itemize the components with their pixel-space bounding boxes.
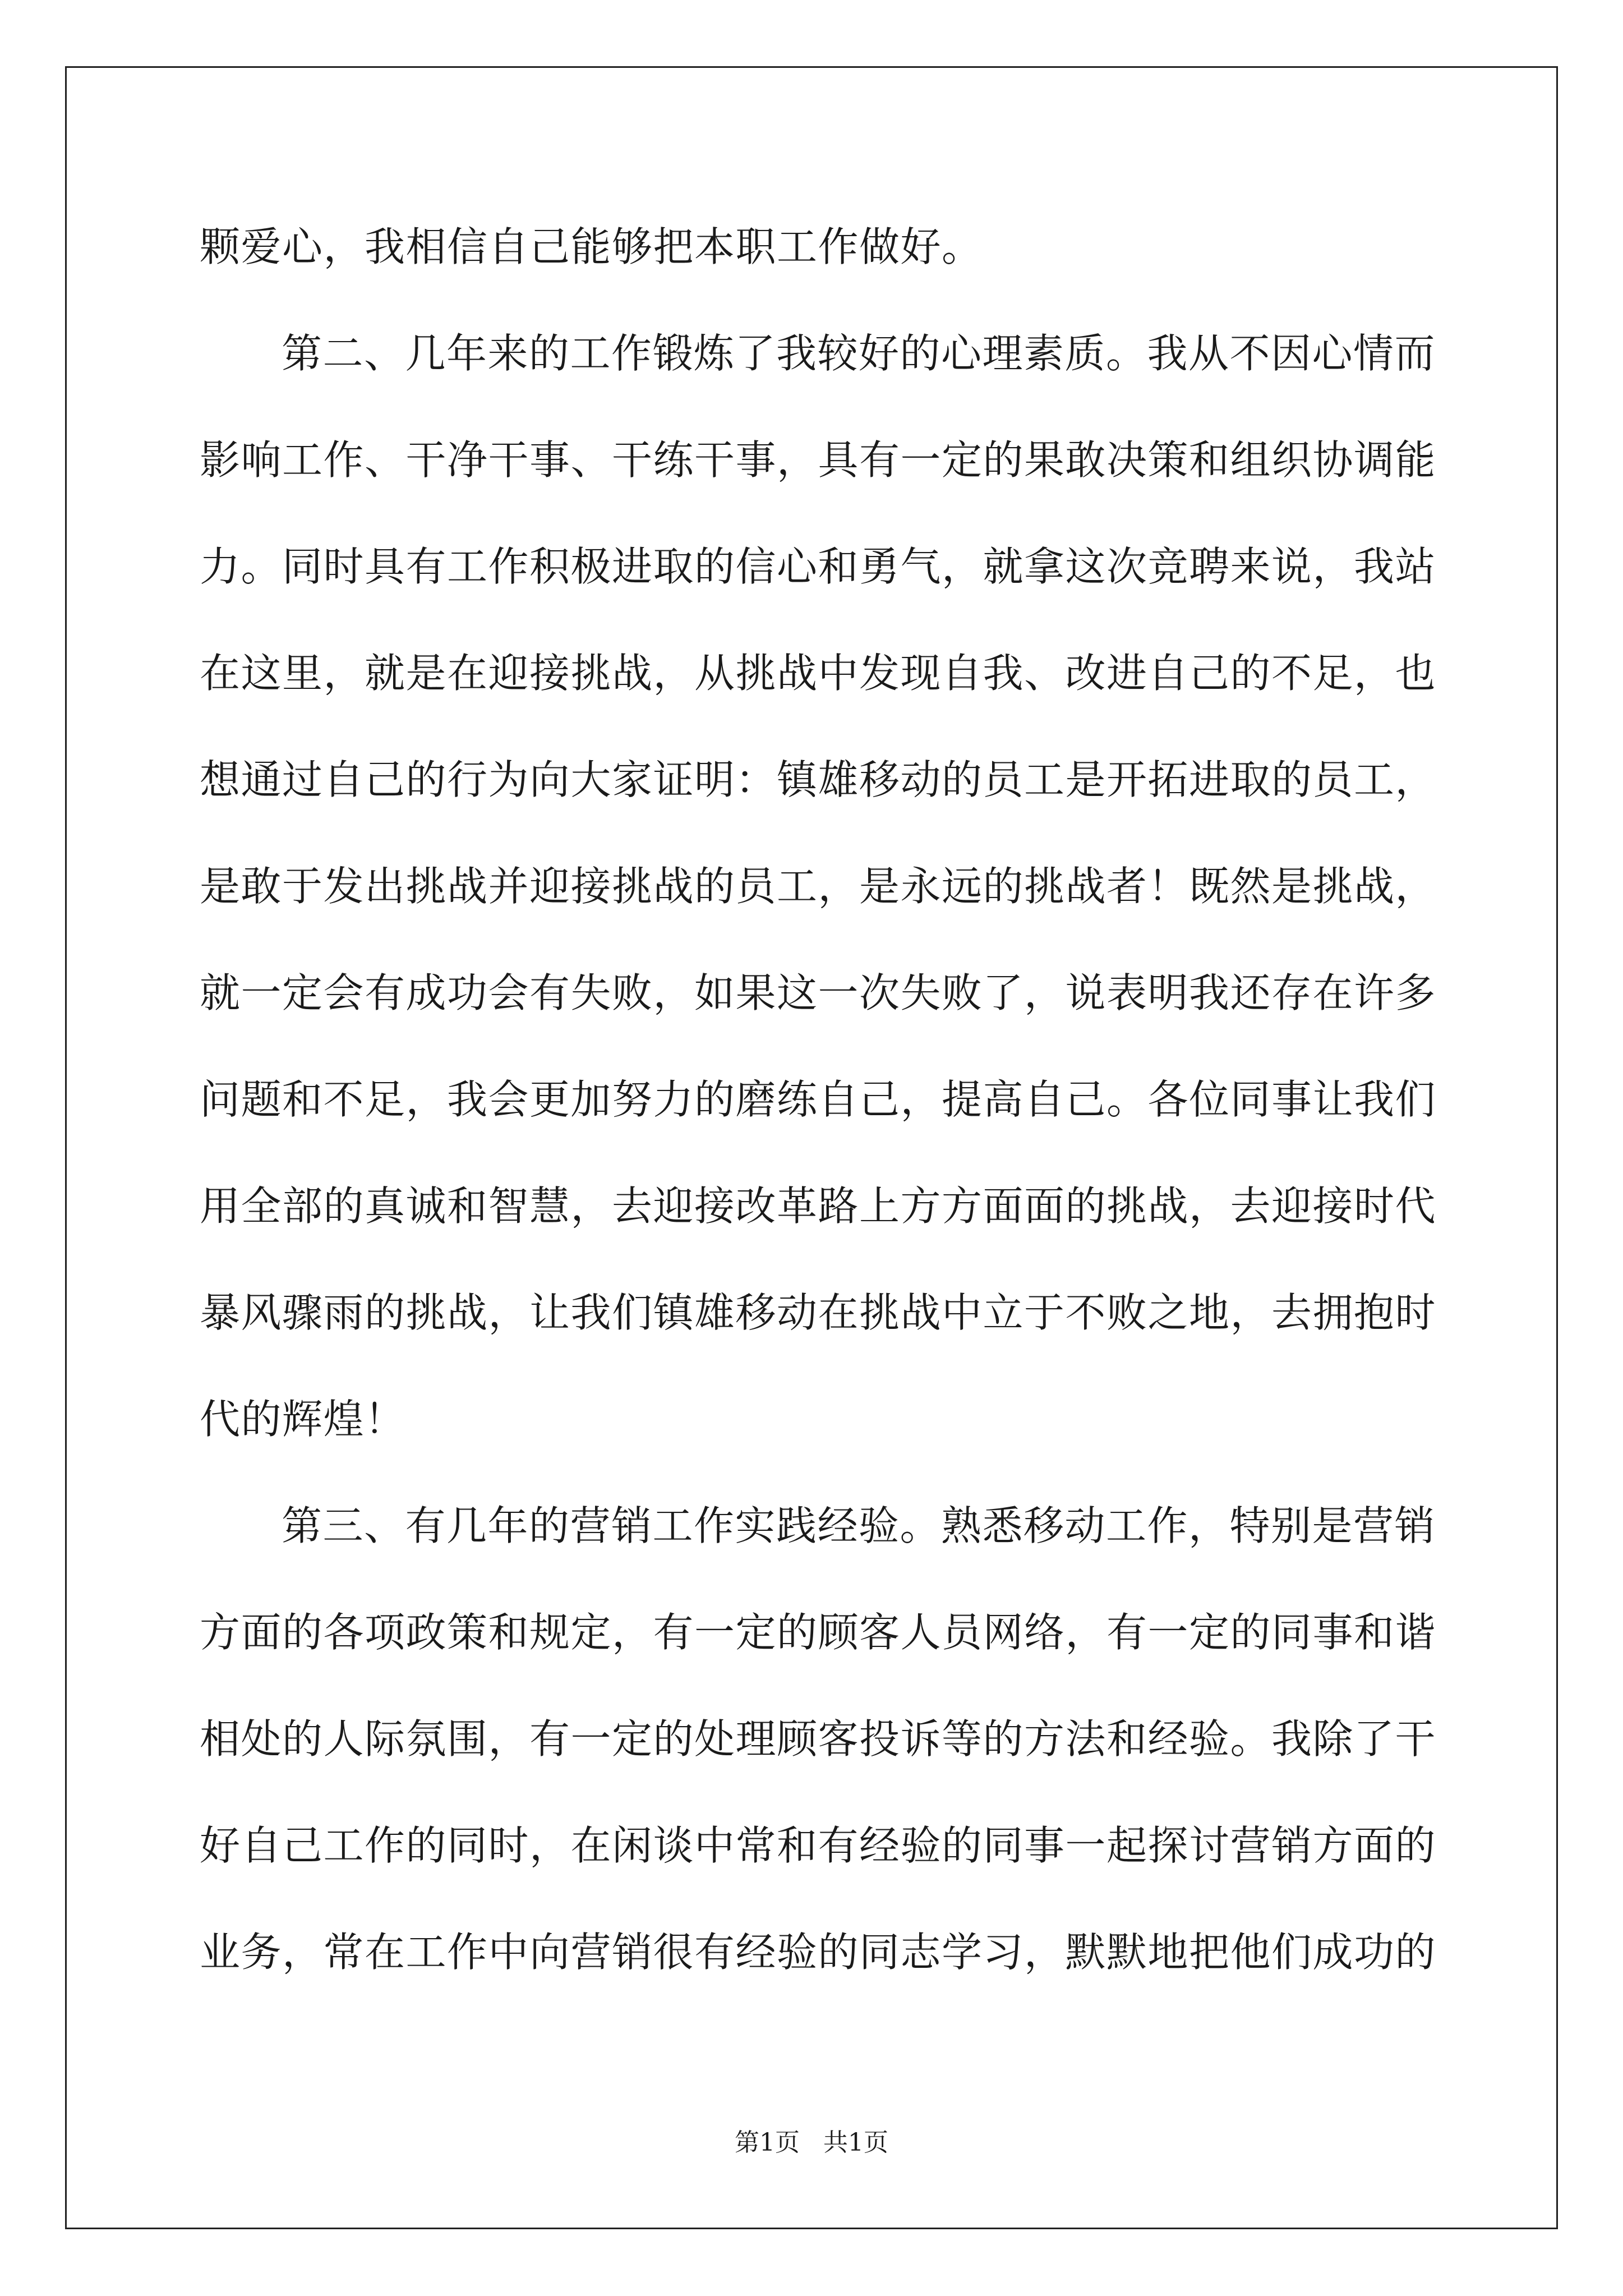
text-line: 力。同时具有工作积极进取的信心和勇气，就拿这次竞聘来说，我站 xyxy=(200,543,1437,590)
text-line: 颗爱心，我相信自己能够把本职工作做好。 xyxy=(200,223,983,270)
text-line: 影响工作、干净干事、干练干事，具有一定的果敢决策和组织协调能 xyxy=(200,436,1437,484)
text-line: 代的辉煌！ xyxy=(200,1396,406,1443)
text-line: 业务，常在工作中向营销很有经验的同志学习，默默地把他们成功的 xyxy=(200,1929,1437,1976)
text-line: 用全部的真诚和智慧，去迎接改革路上方方面面的挑战，去迎接时代 xyxy=(200,1182,1437,1230)
text-line: 在这里，就是在迎接挑战，从挑战中发现自我、改进自己的不足，也 xyxy=(200,650,1437,697)
paragraph-start-line: 第二、几年来的工作锻炼了我较好的心理素质。我从不因心情而 xyxy=(282,330,1436,377)
page-footer: 第1页 共1页 xyxy=(735,2128,888,2157)
text-line: 是敢于发出挑战并迎接挑战的员工，是永远的挑战者！既然是挑战， xyxy=(200,863,1437,910)
text-line: 相处的人际氛围，有一定的处理顾客投诉等的方法和经验。我除了干 xyxy=(200,1715,1437,1763)
text-line: 问题和不足，我会更加努力的磨练自己，提高自己。各位同事让我们 xyxy=(200,1076,1437,1123)
page-border xyxy=(65,66,1558,2229)
text-line: 暴风骤雨的挑战，让我们镇雄移动在挑战中立于不败之地，去拥抱时 xyxy=(200,1289,1437,1336)
text-line: 想通过自己的行为向大家证明：镇雄移动的员工是开拓进取的员工， xyxy=(200,756,1437,803)
text-line: 方面的各项政策和规定，有一定的顾客人员网络，有一定的同事和谐 xyxy=(200,1609,1437,1656)
text-line: 好自己工作的同时，在闲谈中常和有经验的同事一起探讨营销方面的 xyxy=(200,1822,1437,1869)
paragraph-start-line: 第三、有几年的营销工作实践经验。熟悉移动工作，特别是营销 xyxy=(282,1502,1436,1549)
text-line: 就一定会有成功会有失败，如果这一次失败了，说表明我还存在许多 xyxy=(200,969,1437,1016)
